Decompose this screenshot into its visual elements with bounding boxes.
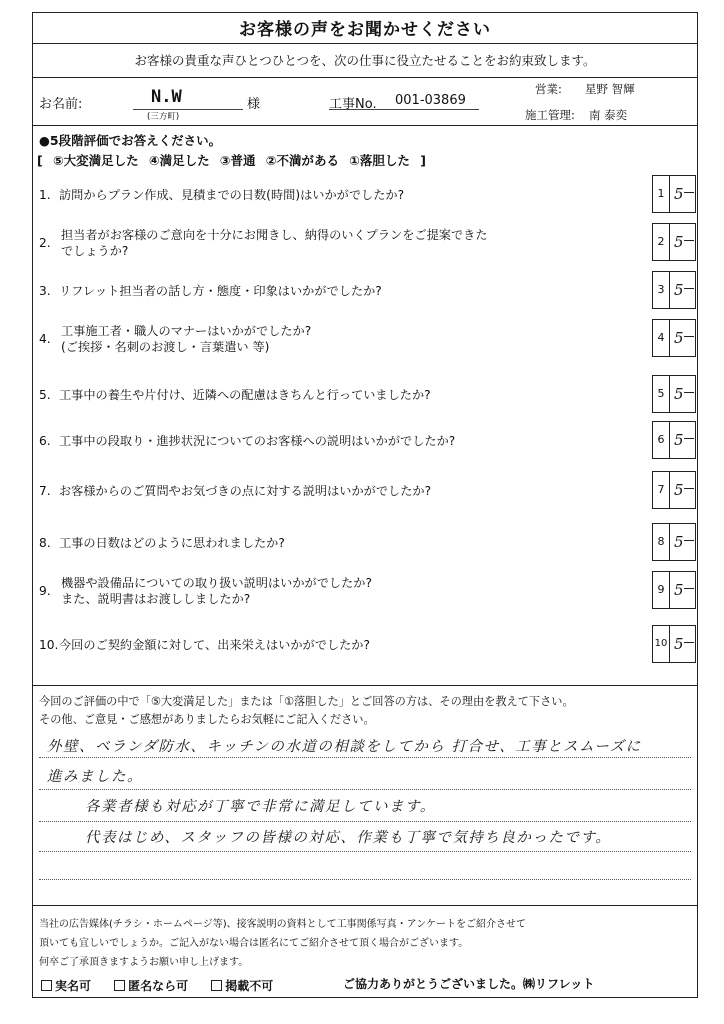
answer-box[interactable] (652, 421, 696, 459)
footer-note-2: 頂いても宜しいでしょうか。ご記入がない場合は匿名にてご紹介させて頂く場合がございます。 (39, 938, 469, 949)
divider (33, 43, 697, 44)
handwriting-stroke (684, 240, 694, 241)
answer-mark[interactable] (670, 572, 695, 608)
customer-name: N.W (151, 87, 182, 107)
footer-note-1: 当社の広告媒体(チラシ・ホームページ等)、接客説明の資料として工事関係写真・アンケートをご紹介させて (39, 919, 527, 930)
comment-handwritten: 外壁、ベランダ防水、キッチンの水道の相談をしてから 打合せ、工事とスムーズに (47, 739, 642, 755)
survey-form (32, 12, 698, 998)
job-number-label: 工事No. (329, 97, 377, 112)
handwriting-stroke (684, 192, 694, 193)
option-no-publish[interactable] (211, 979, 273, 993)
handwriting-stroke (684, 438, 694, 439)
handwriting-stroke (684, 392, 694, 393)
question-row (39, 483, 639, 499)
question-number: 10. (39, 638, 59, 652)
option-label: 実名可 (55, 979, 92, 993)
name-underline (133, 109, 243, 110)
answer-value: 5 (674, 233, 686, 251)
question-row (39, 227, 639, 259)
comment-line (39, 789, 691, 790)
answer-box-number: 3 (653, 272, 670, 308)
handwriting-stroke (684, 642, 694, 643)
question-text: 今回のご契約金額に対して、出来栄えはいかがでしたか? (59, 638, 370, 652)
option-anonymous[interactable] (114, 979, 188, 993)
comment-handwritten: 進みました。 (47, 769, 143, 785)
question-number: 6. (39, 434, 51, 448)
question-text: 工事中の段取り・進捗状況についてのお客様への説明はいかがでしたか? (59, 434, 456, 448)
question-text: 工事中の養生や片付け、近隣への配慮はきちんと行っていましたか? (59, 388, 431, 402)
comment-line (39, 851, 691, 852)
footer-note-3: 何卒ご了承頂きますようお願い申し上げます。 (39, 957, 249, 968)
rating-scale: [ ⑤大変満足した ④満足した ③普通 ②不満がある ①落胆した ] (37, 153, 426, 168)
answer-box-number: 9 (653, 572, 670, 608)
answer-box-number: 7 (653, 472, 670, 508)
customer-town: (三方町) (147, 112, 180, 122)
form-title: お客様の声をお聞かせください (239, 20, 491, 40)
honorific: 様 (247, 97, 261, 112)
sales-name: 星野 智輝 (585, 82, 635, 96)
question-text-continued: でしょうか? (61, 244, 129, 258)
answer-mark[interactable] (670, 376, 695, 412)
name-label: お名前: (39, 97, 83, 112)
sales-label: 営業: (535, 82, 562, 96)
answer-mark[interactable] (670, 472, 695, 508)
comment-handwritten: 各業者様も対応が丁寧で非常に満足しています。 (85, 799, 436, 815)
question-text: 工事施工者・職人のマナーはいかがでしたか? (61, 324, 312, 338)
divider (33, 77, 697, 78)
question-text: 担当者がお客様のご意向を十分にお聞きし、納得のいくプランをご提案できた (61, 228, 488, 242)
question-row (39, 387, 639, 403)
rating-intro: ●5段階評価でお答えください。 (39, 133, 222, 148)
answer-box-number: 8 (653, 524, 670, 560)
question-text-continued: また、説明書はお渡ししましたか? (61, 592, 251, 606)
answer-value: 5 (674, 385, 686, 403)
handwriting-stroke (684, 488, 694, 489)
answer-box[interactable] (652, 319, 696, 357)
handwriting-stroke (684, 540, 694, 541)
answer-value: 5 (674, 581, 686, 599)
answer-box[interactable] (652, 271, 696, 309)
answer-box[interactable] (652, 175, 696, 213)
answer-box[interactable] (652, 471, 696, 509)
comment-prompt-1: 今回のご評価の中で「⑤大変満足した」または「①落胆した」とご回答の方は、その理由を教えて下さい。 (39, 695, 574, 708)
question-number: 3. (39, 284, 51, 298)
question-text: 訪問からプラン作成、見積までの日数(時間)はいかがでしたか? (59, 188, 405, 202)
divider (33, 125, 697, 126)
answer-mark[interactable] (670, 422, 695, 458)
option-real-name[interactable] (41, 979, 91, 993)
answer-box[interactable] (652, 375, 696, 413)
question-number: 9. (39, 584, 51, 598)
answer-value: 5 (674, 329, 686, 347)
consent-options (41, 975, 291, 994)
question-number: 4. (39, 332, 51, 346)
divider (33, 685, 697, 686)
question-number: 1. (39, 188, 51, 202)
checkbox[interactable] (211, 980, 222, 991)
management-label: 施工管理: (525, 108, 575, 122)
job-underline (329, 109, 479, 110)
answer-value: 5 (674, 185, 686, 203)
question-row (39, 187, 639, 203)
question-row (39, 433, 639, 449)
question-row (39, 575, 639, 607)
form-subtitle: お客様の貴重な声ひとつひとつを、次の仕事に役立たせることをお約束致します。 (134, 53, 596, 68)
comment-handwritten: 代表はじめ、スタッフの皆様の対応、作業も丁寧で気持ち良かったです。 (85, 830, 612, 846)
answer-box-number: 4 (653, 320, 670, 356)
thanks-message: ご協力ありがとうございました。㈱リフレット (343, 977, 595, 991)
checkbox[interactable] (114, 980, 125, 991)
question-number: 8. (39, 536, 51, 550)
answer-mark[interactable] (670, 224, 695, 260)
question-text: リフレット担当者の話し方・態度・印象はいかがでしたか? (59, 284, 382, 298)
answer-value: 5 (674, 281, 686, 299)
job-number: 001-03869 (395, 93, 466, 108)
answer-mark[interactable] (670, 626, 695, 662)
management-name: 南 泰奕 (589, 108, 628, 122)
answer-box-number: 2 (653, 224, 670, 260)
question-row (39, 637, 639, 653)
handwriting-stroke (684, 288, 694, 289)
answer-box-number: 1 (653, 176, 670, 212)
answer-mark[interactable] (670, 320, 695, 356)
answer-value: 5 (674, 481, 686, 499)
question-text: お客様からのご質問やお気づきの点に対する説明はいかがでしたか? (59, 484, 432, 498)
answer-value: 5 (674, 635, 686, 653)
answer-value: 5 (674, 431, 686, 449)
question-row (39, 535, 639, 551)
comment-prompt-2: その他、ご意見・ご感想がありましたらお気軽にご記入ください。 (39, 713, 375, 726)
answer-box-number: 6 (653, 422, 670, 458)
answer-box[interactable] (652, 523, 696, 561)
comment-line (39, 879, 691, 880)
answer-box[interactable] (652, 223, 696, 261)
answer-box[interactable] (652, 571, 696, 609)
answer-value: 5 (674, 533, 686, 551)
answer-mark[interactable] (670, 272, 695, 308)
question-row (39, 283, 639, 299)
handwriting-stroke (684, 336, 694, 337)
answer-box-number: 5 (653, 376, 670, 412)
divider (33, 905, 697, 906)
answer-box-number: 10 (653, 626, 670, 662)
question-number: 2. (39, 236, 51, 250)
answer-box[interactable] (652, 625, 696, 663)
answer-mark[interactable] (670, 176, 695, 212)
question-text-continued: (ご挨拶・名刺のお渡し・言葉遣い 等) (61, 340, 270, 354)
option-label: 匿名なら可 (128, 979, 189, 993)
question-number: 5. (39, 388, 51, 402)
option-label: 掲載不可 (225, 979, 274, 993)
question-number: 7. (39, 484, 51, 498)
question-text: 工事の日数はどのように思われましたか? (59, 536, 285, 550)
handwriting-stroke (684, 588, 694, 589)
comment-line (39, 757, 691, 758)
comment-line (39, 821, 691, 822)
question-row (39, 323, 639, 355)
checkbox[interactable] (41, 980, 52, 991)
answer-mark[interactable] (670, 524, 695, 560)
question-text: 機器や設備品についての取り扱い説明はいかがでしたか? (61, 576, 372, 590)
